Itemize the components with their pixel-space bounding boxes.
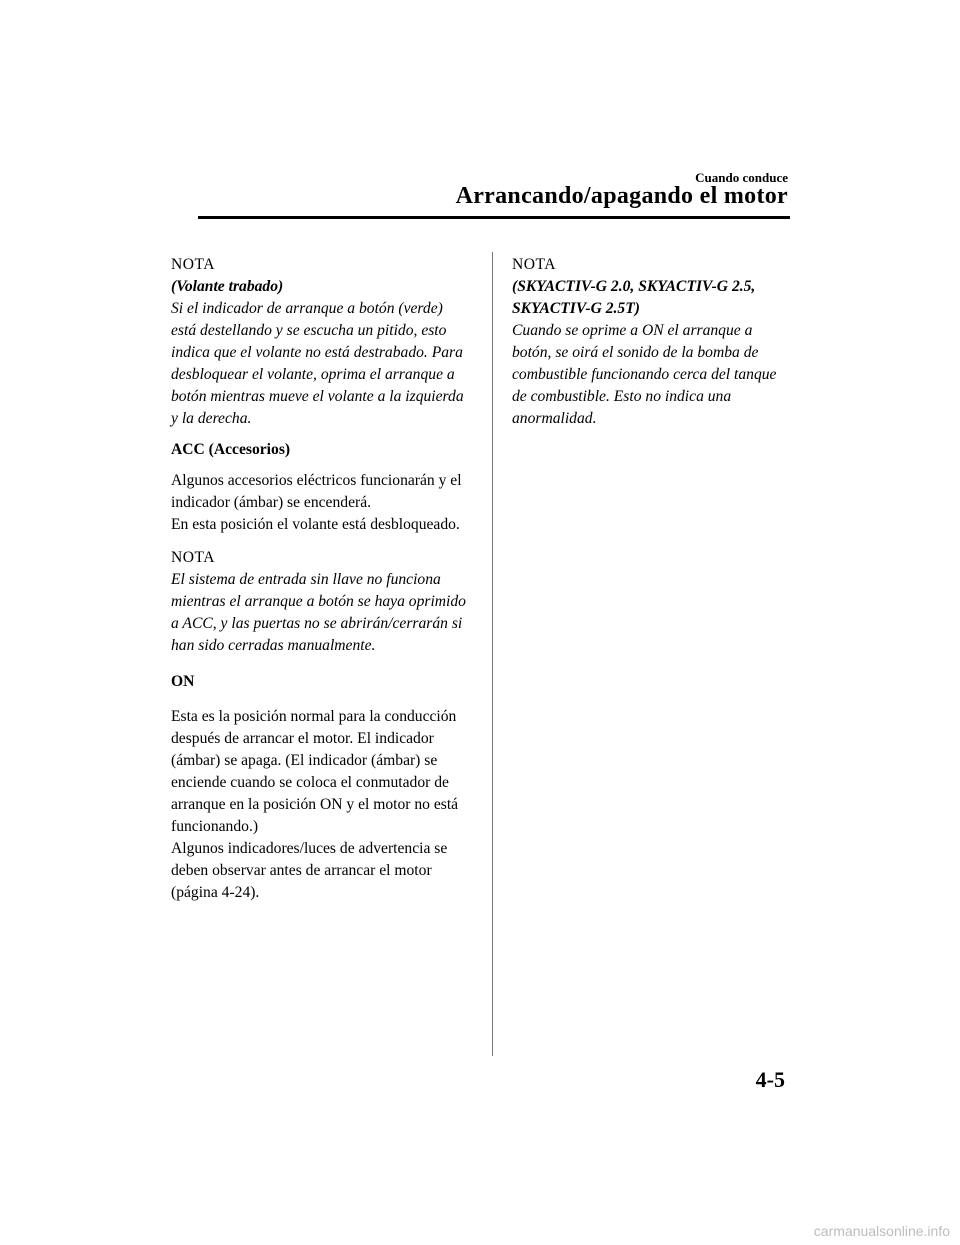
note-text: El sistema de entrada sin llave no funciona mientras el arranque a botón se haya oprimido a ACC, y las puertas no se abrirán/cerrarán si han sido cerradas manualmente. xyxy=(171,571,466,654)
watermark: carmanualsonline.info xyxy=(813,1223,950,1239)
acc-text-2: En esta posición el volante está desbloqueado. xyxy=(171,516,460,533)
note-subtitle: (SKYACTIV-G 2.0, SKYACTIV-G 2.5, SKYACTIV-G 2.5T) xyxy=(512,278,756,317)
column-divider xyxy=(492,252,493,1056)
right-column xyxy=(512,254,792,430)
on-text-2: Algunos indicadores/luces de advertencia se deben observar antes de arrancar el motor (página 4-24). xyxy=(171,840,448,901)
note-skyactiv xyxy=(512,254,792,430)
note-subtitle: (Volante trabado) xyxy=(171,278,284,295)
left-column xyxy=(171,254,467,904)
on-text-1: Esta es la posición normal para la conducción después de arrancar el motor. El indicador (ámbar) se apaga. (El indicador (ámbar) se enciende cuando se coloca el conmutador de arranque en la posición ON y el motor no está funcionando.) xyxy=(171,708,459,835)
section-label: Cuando conduce xyxy=(695,170,788,185)
note-text: Si el indicador de arranque a botón (verde) está destellando y se escucha un pitido, esto indica que el volante no está destrabado. Para desbloquear el volante, oprima el arranque a botón mientras mueve el volante a la izquierda y la derecha. xyxy=(171,300,464,427)
acc-heading: ACC (Accesorios) xyxy=(171,441,291,458)
on-heading: ON xyxy=(171,673,195,690)
note-volante xyxy=(171,254,467,430)
acc-text-1: Algunos accesorios eléctricos funcionarán y el indicador (ámbar) se encenderá. xyxy=(171,472,462,511)
note-text: Cuando se oprime a ON el arranque a botón, se oirá el sonido de la bomba de combustible funcionando cerca del tanque de combustible. Esto no indica una anormalidad. xyxy=(512,322,777,427)
page-title: Arrancando/apagando el motor xyxy=(455,183,788,209)
note-entrada xyxy=(171,547,467,657)
header-rule xyxy=(198,216,790,219)
note-label: NOTA xyxy=(171,549,216,566)
note-label: NOTA xyxy=(171,256,216,273)
page-number: 4-5 xyxy=(755,1067,785,1092)
note-label: NOTA xyxy=(512,256,557,273)
